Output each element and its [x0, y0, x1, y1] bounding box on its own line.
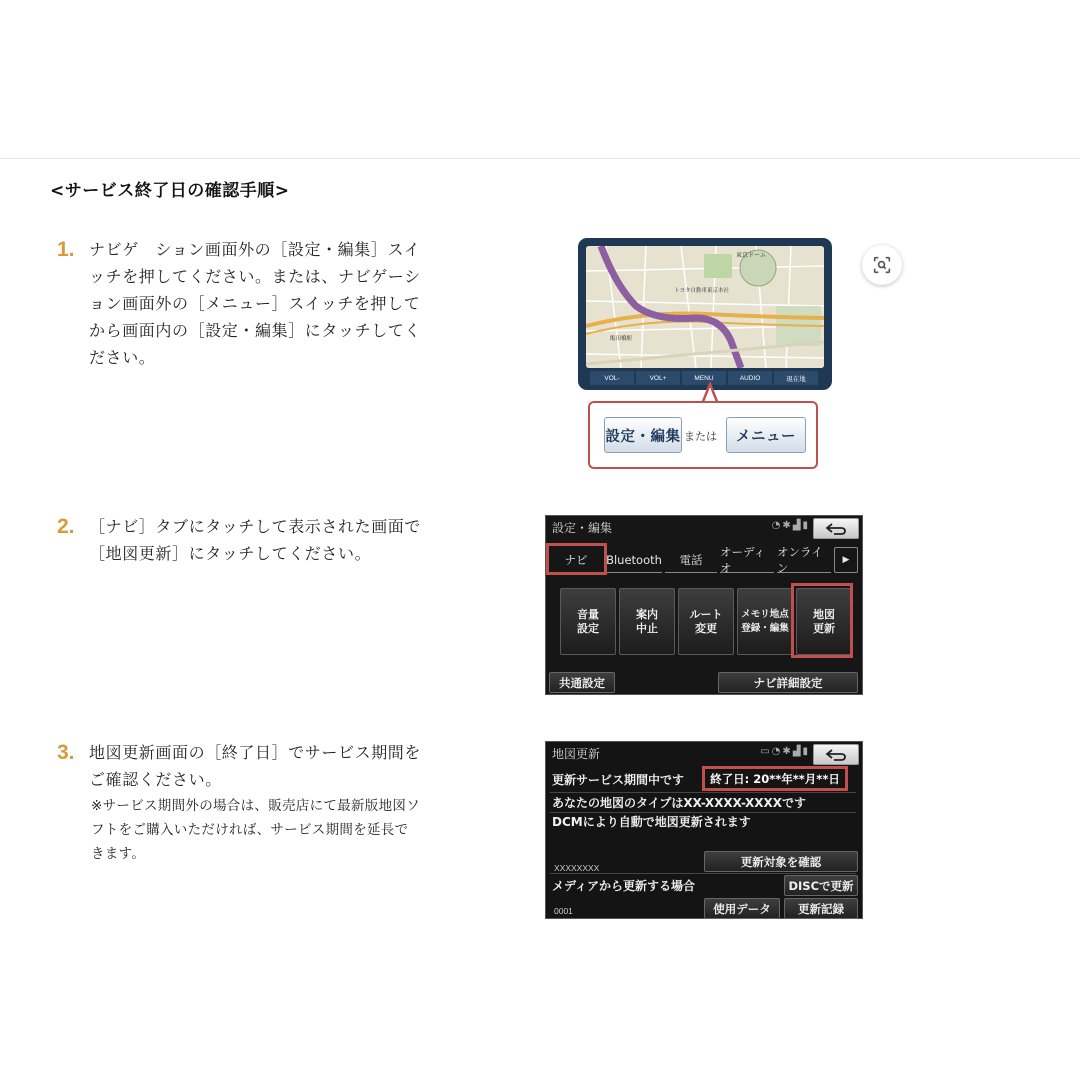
end-date-value: 終了日: 20**年**月**日: [702, 766, 848, 791]
back-button[interactable]: [813, 518, 859, 539]
settings-edit-switch[interactable]: 設定・編集: [604, 417, 682, 453]
signal-icon: ▟: [792, 746, 803, 757]
menu-switch[interactable]: メニュー: [726, 417, 806, 453]
signal-icon: ▟: [792, 520, 803, 531]
step-2-number: 2.: [57, 515, 75, 538]
image-search-button[interactable]: [862, 245, 902, 285]
audio-hw-button[interactable]: AUDIO: [728, 371, 772, 385]
step-1-text: ナビゲ ション画面外の［設定・編集］スイ ッチを押してください。または、ナビゲーシ ョン画面外の［メニュー］スイッチを押して から画面内の［設定・編集］にタッチしてく ださい。: [89, 240, 422, 367]
back-button[interactable]: [813, 744, 859, 765]
usage-data-button[interactable]: 使用データ: [704, 898, 780, 919]
tile-memory-points[interactable]: メモリ地点 登録・編集: [737, 588, 793, 655]
current-location-hw-button[interactable]: 現在地: [774, 371, 818, 385]
service-status-text: 更新サービス期間中です: [552, 773, 685, 787]
tab-scroll-right[interactable]: [834, 547, 858, 573]
map-label-iidabashi: 飯田橋駅: [610, 336, 633, 342]
settings-tabs: [549, 544, 859, 575]
row-divider: [550, 873, 856, 874]
tile-volume-settings[interactable]: 音量 設定: [560, 588, 616, 655]
disc-update-button[interactable]: DISCで更新: [784, 875, 858, 896]
battery-icon: ▮: [802, 520, 810, 531]
check-update-target-button[interactable]: 更新対象を確認: [704, 851, 858, 872]
vol-down-hw-button[interactable]: VOL-: [590, 371, 634, 385]
tab-navi[interactable]: ナビ: [549, 547, 603, 573]
tab-online[interactable]: オンライン: [777, 547, 831, 573]
tab-bluetooth[interactable]: Bluetooth: [606, 547, 662, 573]
top-divider: [0, 158, 1080, 159]
map-label-tokyo-dome: 東京ドーム: [736, 252, 767, 259]
tab-audio[interactable]: オーディオ: [720, 547, 774, 573]
tile-map-update[interactable]: 地図 更新: [796, 588, 852, 655]
step-1-number: 1.: [57, 238, 75, 261]
settings-edit-screen: [545, 515, 863, 695]
caret-right-icon: ▶: [842, 555, 850, 565]
screen-title: 地図更新: [552, 747, 601, 761]
step-2-text: ［ナビ］タブにタッチして表示された画面で ［地図更新］にタッチしてください。: [89, 517, 422, 563]
bluetooth-icon: ✱: [782, 746, 793, 757]
step-3-number: 3.: [57, 741, 75, 764]
lens-icon: [871, 254, 893, 276]
back-arrow-icon: [825, 749, 847, 761]
nav-map-screen: [586, 246, 824, 368]
code-xxxxxxxx: XXXXXXXX: [554, 863, 600, 873]
common-settings-button[interactable]: 共通設定: [549, 672, 615, 693]
tab-phone[interactable]: 電話: [665, 547, 717, 573]
dcm-update-text: DCMにより自動で地図更新されます: [552, 815, 751, 829]
wifi-icon: ◔: [771, 746, 783, 757]
map-label-toyota: トヨタ自動車東京本社: [674, 288, 730, 294]
row-divider: [550, 792, 856, 793]
step-3-note: ※サービス期間外の場合は、販売店にて最新版地図ソ フトをご購入いただければ、サービス期間を延長で きます。: [91, 798, 421, 862]
vol-up-hw-button[interactable]: VOL+: [636, 371, 680, 385]
page-heading: <サービス終了日の確認手順>: [50, 181, 290, 201]
dcm-icon: ▭: [760, 746, 772, 757]
media-update-text: メディアから更新する場合: [552, 879, 696, 893]
map-type-text: あなたの地図のタイプはXX-XXXX-XXXXです: [552, 796, 806, 810]
step-3-text: 地図更新画面の［終了日］でサービス期間を ご確認ください。: [89, 743, 422, 789]
callout-or-label: または: [684, 430, 717, 443]
screen-title: 設定・編集: [552, 521, 613, 535]
map-update-screen: [545, 741, 863, 919]
map-graphic: [586, 246, 824, 368]
nav-unit-illustration: [578, 238, 832, 390]
navi-detail-settings-button[interactable]: ナビ詳細設定: [718, 672, 858, 693]
update-history-button[interactable]: 更新記録: [784, 898, 858, 919]
tile-stop-guidance[interactable]: 案内 中止: [619, 588, 675, 655]
status-icons: [772, 520, 810, 531]
back-arrow-icon: [825, 523, 847, 535]
battery-icon: ▮: [802, 746, 810, 757]
code-0001: 0001: [554, 906, 573, 916]
switch-callout: [588, 401, 818, 469]
tile-change-route[interactable]: ルート 変更: [678, 588, 734, 655]
wifi-icon: ◔: [771, 520, 783, 531]
status-icons: [760, 746, 810, 757]
menu-hw-button[interactable]: MENU: [682, 371, 726, 385]
bluetooth-icon: ✱: [782, 520, 793, 531]
